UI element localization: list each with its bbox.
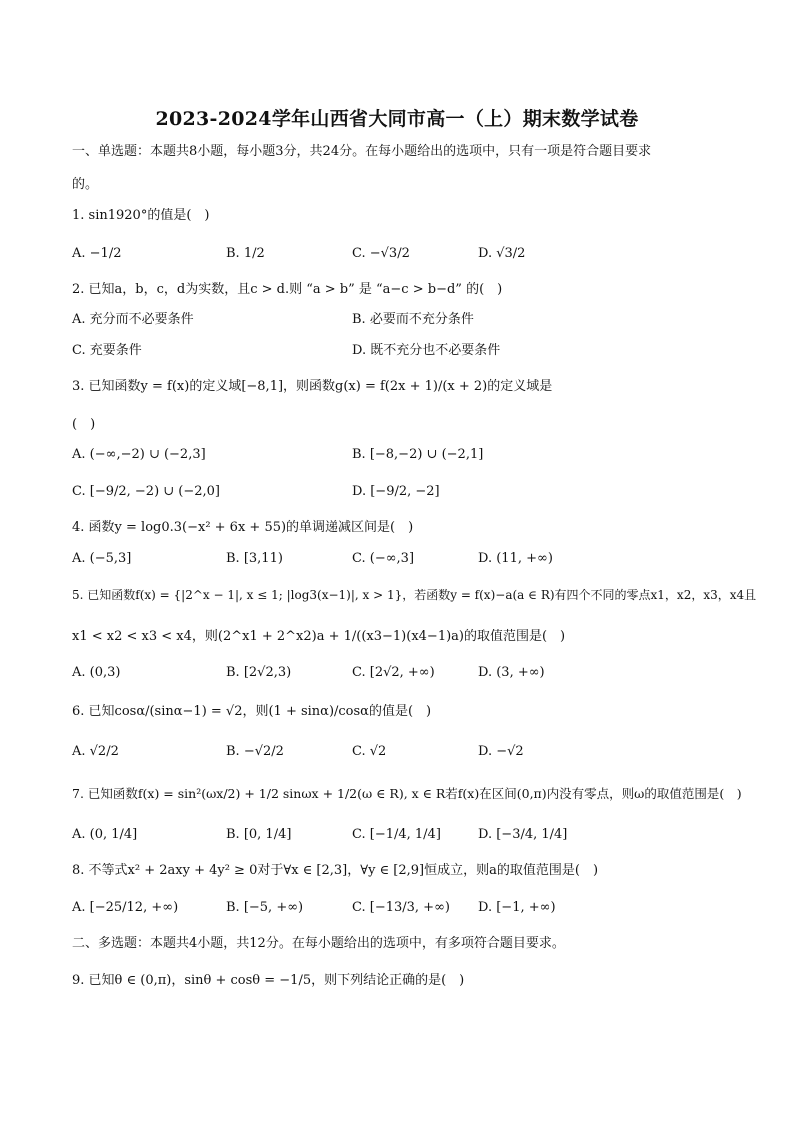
q3-option-c: C. [−9/2, −2) ∪ (−2,0] [72, 484, 221, 499]
q6-option-a: A. √2/2 [72, 744, 119, 759]
q6-stem: 6. 已知cosα/(sinα−1) = √2，则(1 + sinα)/cosα的值是( ) [72, 704, 432, 719]
q4-option-d: D. (11, +∞) [478, 551, 553, 566]
q5-option-d: D. (3, +∞) [478, 665, 545, 680]
q1-option-d: D. √3/2 [478, 246, 526, 261]
q3-option-b: B. [−8,−2) ∪ (−2,1] [352, 447, 484, 462]
q8-option-b: B. [−5, +∞) [226, 900, 304, 915]
q2-option-a: A. 充分而不必要条件 [72, 312, 194, 327]
q8-option-d: D. [−1, +∞) [478, 900, 556, 915]
q7-stem: 7. 已知函数f(x) = sin²(ωx/2) + 1/2 sinωx + 1/2(ω ∈ R), x ∈ R若f(x)在区间(0,π)内没有零点，则ω的取值范围是( ) [72, 786, 742, 801]
q3-stem: 3. 已知函数y = f(x)的定义域[−8,1]，则函数g(x) = f(2x + 1)/(x + 2)的定义域是 [72, 379, 553, 394]
q3-stem-cont: ( ) [72, 417, 96, 432]
q6-option-c: C. √2 [352, 744, 387, 759]
q4-option-c: C. (−∞,3] [352, 551, 415, 566]
section1-header-cont [72, 176, 98, 194]
section2-header: 二、多选题：本题共4小题，共12分。在每小题给出的选项中，有多项符合题目要求。 [72, 936, 565, 951]
q8-option-c: C. [−13/3, +∞) [352, 900, 450, 915]
q6-option-b: B. −√2/2 [226, 744, 284, 759]
section1-line1: 一、单选题：本题共8小题，每小题3分，共24分。在每小题给出的选项中，只有一项是符合题目要求 [72, 144, 652, 159]
q7-option-d: D. [−3/4, 1/4] [478, 827, 568, 842]
section1-line2: 的。 [72, 177, 99, 192]
q6-option-d: D. −√2 [478, 744, 524, 759]
section1-header [72, 143, 651, 161]
q5-option-c: C. [2√2, +∞) [352, 665, 435, 680]
q3-option-a: A. (−∞,−2) ∪ (−2,3] [72, 447, 206, 462]
q4-stem: 4. 函数y = log0.3(−x² + 6x + 55)的单调递减区间是( ) [72, 520, 414, 535]
q1-stem: 1. sin1920°的值是( ) [72, 208, 210, 223]
q5-option-b: B. [2√2,3) [226, 665, 292, 680]
q7-option-a: A. (0, 1/4] [72, 827, 138, 842]
q3-option-d: D. [−9/2, −2] [352, 484, 440, 499]
q2-stem: 2. 已知a，b，c，d为实数，且c > d.则 “a > b” 是 “a−c > b−d” 的( ) [72, 282, 503, 297]
q2-option-d: D. 既不充分也不必要条件 [352, 343, 501, 358]
q8-stem: 8. 不等式x² + 2axy + 4y² ≥ 0对于∀x ∈ [2,3]，∀y ∈ [2,9]恒成立，则a的取值范围是( ) [72, 863, 599, 878]
q7-option-c: C. [−1/4, 1/4] [352, 827, 441, 842]
q2-option-c: C. 充要条件 [72, 343, 142, 358]
q1-option-c: C. −√3/2 [352, 246, 410, 261]
q5-option-a: A. (0,3) [72, 665, 121, 680]
q1-option-b: B. 1/2 [226, 246, 265, 261]
q2-option-b: B. 必要而不充分条件 [352, 312, 474, 327]
q9-stem: 9. 已知θ ∈ (0,π)，sinθ + cosθ = −1/5，则下列结论正确的是( ) [72, 973, 465, 988]
q7-option-b: B. [0, 1/4] [226, 827, 292, 842]
q5-stem-cont: x1 < x2 < x3 < x4，则(2^x1 + 2^x2)a + 1/((x3−1)(x4−1)a)的取值范围是( ) [72, 629, 566, 644]
q4-option-a: A. (−5,3] [72, 551, 132, 566]
q4-option-b: B. [3,11) [226, 551, 283, 566]
q5-stem: 5. 已知函数f(x) = {|2^x − 1|, x ≤ 1; |log3(x−1)|, x > 1}，若函数y = f(x)−a(a ∈ R)有四个不同的零点x1，x2，x3，x4且 [72, 588, 757, 602]
q1-option-a: A. −1/2 [72, 246, 122, 261]
exam-title: 2023-2024学年山西省大同市高一（上）期末数学试卷 [155, 108, 639, 130]
q8-option-a: A. [−25/12, +∞) [72, 900, 179, 915]
